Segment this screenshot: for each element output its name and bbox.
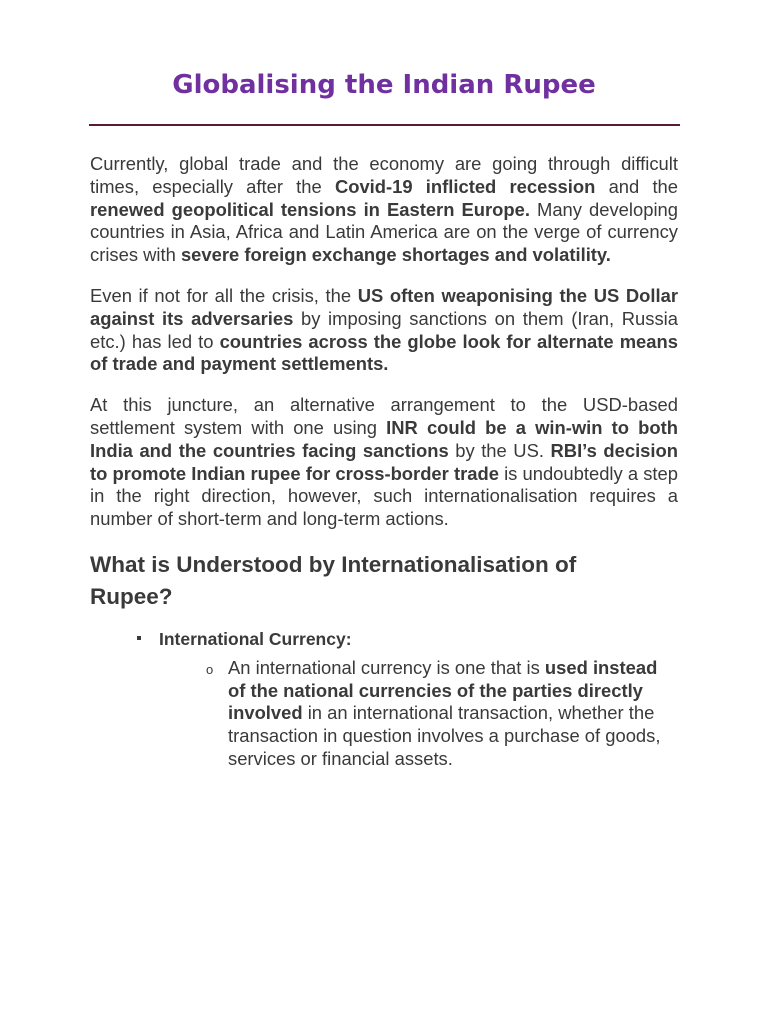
text-run: by the US. — [448, 439, 551, 461]
paragraph-3 — [90, 394, 678, 531]
square-bullet-icon — [137, 636, 141, 640]
title-divider — [89, 124, 680, 126]
text-run: in an international transaction, whether the transaction in question involves a purchase of goods, services or financial assets. — [228, 702, 661, 769]
text-run: is undoubtedly a step in the right direction, however, such internationalisation requires a number of short-term and long-term actions. — [90, 462, 678, 530]
bullet-label: International Currency: — [159, 628, 352, 649]
paragraph-1 — [90, 153, 678, 267]
circle-bullet-icon: o — [206, 661, 214, 677]
text-run: Many developing countries in Asia, Africa and Latin America are on the verge of currency crises with — [90, 198, 678, 266]
sub-bullet-text — [228, 657, 668, 771]
text-run: by imposing sanctions on them (Iran, Russia etc.) has led to — [90, 307, 678, 352]
sub-bullet-item — [206, 656, 668, 771]
article-body — [90, 153, 678, 771]
bold-text-run: countries across the globe look for alternate means of trade and payment settlements. — [90, 330, 678, 375]
bold-text-run: renewed geopolitical tensions in Eastern Europe. — [90, 198, 530, 220]
bullet-item-international-currency — [159, 628, 678, 651]
bold-text-run: used instead of the national currencies of the parties directly involved — [228, 656, 658, 724]
bold-text-run: Covid-19 inflicted recession — [334, 175, 596, 197]
bold-text-run: INR could be a win-win to both India and the countries facing sanctions — [90, 416, 678, 461]
text-run: Currently, global trade and the economy are going through difficult times, especially after the — [90, 153, 678, 197]
page-title: Globalising the Indian Rupee — [172, 70, 596, 100]
text-run: An international currency is one that is — [228, 656, 545, 678]
section-heading: What is Understood by Internationalisation of Rupee? — [90, 551, 577, 609]
bold-text-run: severe foreign exchange shortages and volatility. — [180, 244, 611, 266]
text-run: Even if not for all the crisis, the — [90, 284, 358, 306]
text-run: and the — [595, 175, 679, 197]
bold-text-run: US often weaponising the US Dollar against its adversaries — [90, 284, 678, 329]
paragraph-2 — [90, 285, 678, 376]
bold-text-run: RBI’s decision to promote Indian rupee for cross-border trade — [90, 439, 678, 484]
text-run: At this juncture, an alternative arrangement to the USD-based settlement system with one using — [90, 394, 678, 438]
